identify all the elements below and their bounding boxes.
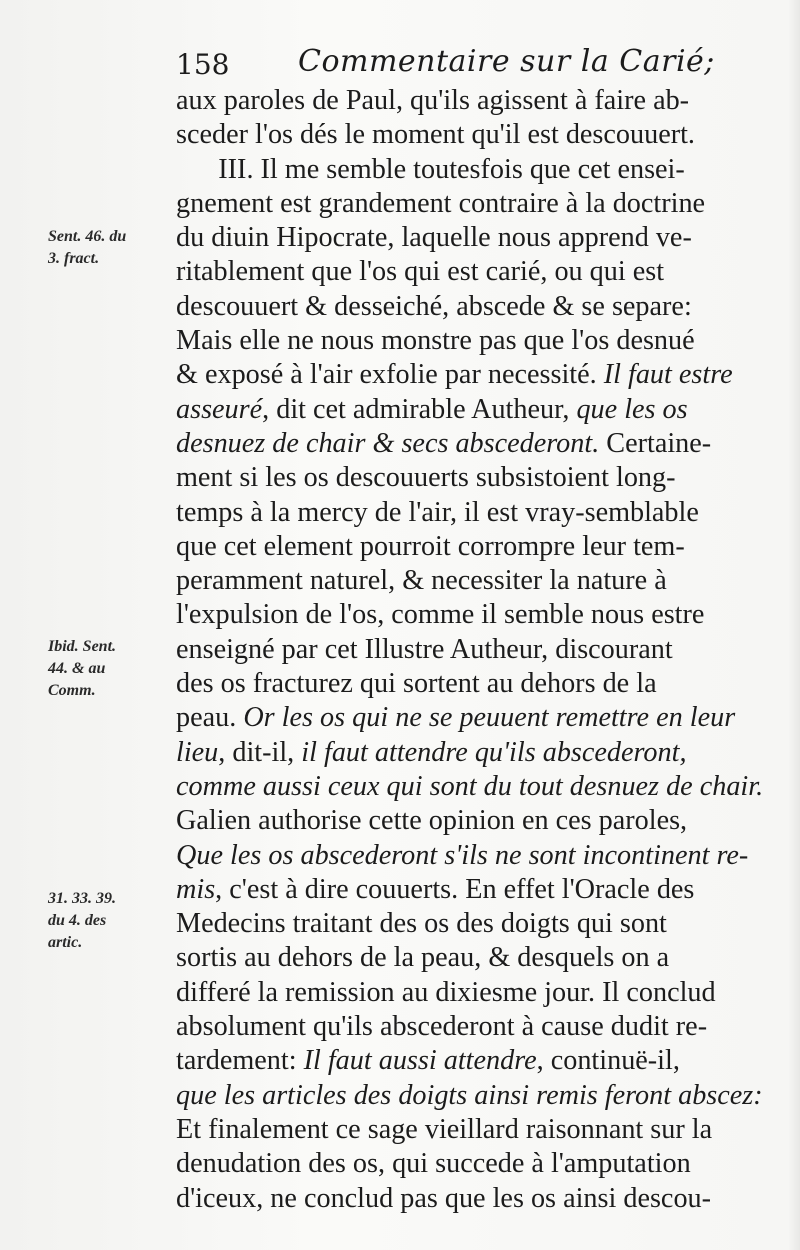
italic-text-run: comme aussi ceux qui sont du tout desnuez de chair. — [176, 770, 764, 802]
text-run: l'expulsion de l'os, comme il semble nous estre — [176, 599, 705, 631]
text-run: , c'est à dire couuerts. En effet l'Oracle des — [215, 873, 695, 905]
margin-note-line: 3. fract. — [48, 250, 100, 267]
text-line — [176, 598, 760, 632]
page-number: 158 — [176, 48, 230, 81]
text-run: tardement: — [176, 1045, 304, 1077]
text-run: sceder l'os dés le moment qu'il est descouuert. — [176, 119, 695, 151]
margin-note-line: Sent. 46. du — [48, 228, 127, 245]
italic-text-run: Il faut aussi attendre — [303, 1045, 537, 1077]
italic-text-run: Or les os qui ne se peuuent remettre en leur — [243, 702, 736, 734]
margin-note-line: Comm. — [48, 682, 96, 699]
page-edge-shadow — [788, 0, 800, 1250]
text-run: , dit cet admirable Autheur, — [262, 393, 577, 425]
text-run: enseigné par cet Illustre Autheur, discourant — [176, 633, 673, 665]
text-run: ritablement que l'os qui est carié, ou qui est — [176, 256, 665, 288]
text-run: descouuert & desseiché, abscede & se separe: — [176, 290, 692, 322]
text-run: differé la remission au dixiesme jour. Il conclud — [176, 976, 716, 1008]
text-run: ment si les os descouuerts subsistoient long- — [176, 462, 676, 494]
text-run: III. Il me semble toutesfois que cet ensei- — [176, 153, 685, 185]
text-line — [176, 1044, 760, 1078]
text-run: denudation des os, qui succede à l'amputation — [176, 1148, 691, 1180]
text-run: peau. — [176, 702, 244, 734]
margin-note-line: artic. — [48, 934, 83, 951]
italic-text-run: mis — [176, 873, 216, 905]
margin-note-line: du 4. des — [48, 912, 107, 929]
text-line — [176, 530, 760, 564]
running-title: Commentaire sur la Carié; — [298, 44, 715, 79]
text-line — [176, 736, 760, 770]
text-run: peramment naturel, & necessiter la nature à — [176, 565, 667, 597]
text-run: temps à la mercy de l'air, il est vray-semblable — [176, 496, 699, 528]
text-run: gnement est grandement contraire à la doctrine — [176, 187, 706, 219]
text-run: absolument qu'ils abscederont à cause dudit re- — [176, 1011, 708, 1043]
text-line — [176, 873, 760, 907]
margin-note-line: 31. 33. 39. — [48, 890, 116, 907]
italic-text-run: asseuré — [176, 393, 263, 425]
text-line — [176, 427, 760, 461]
text-line — [176, 461, 760, 495]
italic-text-run: Il faut estre — [603, 359, 733, 391]
text-run: aux paroles de Paul, qu'ils agissent à faire ab- — [176, 85, 690, 116]
text-line — [176, 118, 760, 152]
text-run: Mais elle ne nous monstre pas que l'os desnué — [176, 325, 695, 357]
text-line — [176, 324, 760, 358]
text-line — [176, 1182, 760, 1216]
text-run: Certaine- — [599, 427, 712, 459]
text-run: que cet element pourroit corrompre leur tem- — [176, 530, 685, 562]
text-line — [176, 907, 760, 941]
text-run: Medecins traitant des os des doigts qui sont — [176, 908, 667, 940]
italic-text-run: lieu — [176, 736, 219, 768]
italic-text-run: que les articles des doigts ainsi remis feront abscez: — [176, 1079, 763, 1111]
text-line — [176, 1113, 760, 1147]
text-line — [176, 701, 760, 735]
text-line — [176, 84, 760, 118]
text-line — [176, 633, 760, 667]
margin-note-line: 44. & au — [48, 660, 106, 677]
text-line — [176, 804, 760, 838]
text-run: sortis au dehors de la peau, & desquels on a — [176, 942, 670, 974]
text-line — [176, 358, 760, 392]
text-line — [176, 496, 760, 530]
text-line — [176, 941, 760, 975]
text-run: Et finalement ce sage vieillard raisonnant sur la — [176, 1113, 713, 1145]
text-line — [176, 393, 760, 427]
text-line — [176, 770, 764, 804]
italic-text-run: que les os — [576, 393, 688, 425]
text-run: & exposé à l'air exfolie par necessité. — [176, 359, 604, 391]
text-run: Galien authorise cette opinion en ces paroles, — [176, 805, 688, 837]
text-line — [176, 667, 760, 701]
text-line — [176, 1010, 760, 1044]
text-line — [176, 187, 760, 221]
text-line — [176, 1147, 760, 1181]
text-run: , continuë-il, — [536, 1045, 680, 1077]
text-run: des os fracturez qui sortent au dehors de la — [176, 668, 657, 700]
margin-note-ibid — [48, 636, 168, 702]
text-line — [176, 153, 760, 187]
body-text — [176, 84, 764, 1216]
text-line — [176, 564, 760, 598]
text-line — [176, 1079, 763, 1113]
text-run: , dit-il, — [218, 736, 302, 768]
italic-text-run: il faut attendre qu'ils abscederont, — [301, 736, 687, 768]
italic-text-run: desnuez de chair & secs abscederont. — [176, 427, 600, 459]
margin-note-sent-46 — [48, 226, 168, 270]
margin-note-line: Ibid. Sent. — [48, 638, 117, 655]
text-line — [176, 221, 760, 255]
text-line — [176, 290, 760, 324]
text-run: d'iceux, ne conclud pas que les os ainsi descou- — [176, 1182, 712, 1214]
text-line — [176, 839, 760, 873]
italic-text-run: Que les os abscederont s'ils ne sont incontinent re- — [176, 839, 749, 871]
text-line — [176, 255, 760, 289]
text-run: du diuin Hipocrate, laquelle nous apprend ve- — [176, 222, 692, 254]
text-line — [176, 976, 760, 1010]
margin-note-artic — [48, 888, 168, 954]
